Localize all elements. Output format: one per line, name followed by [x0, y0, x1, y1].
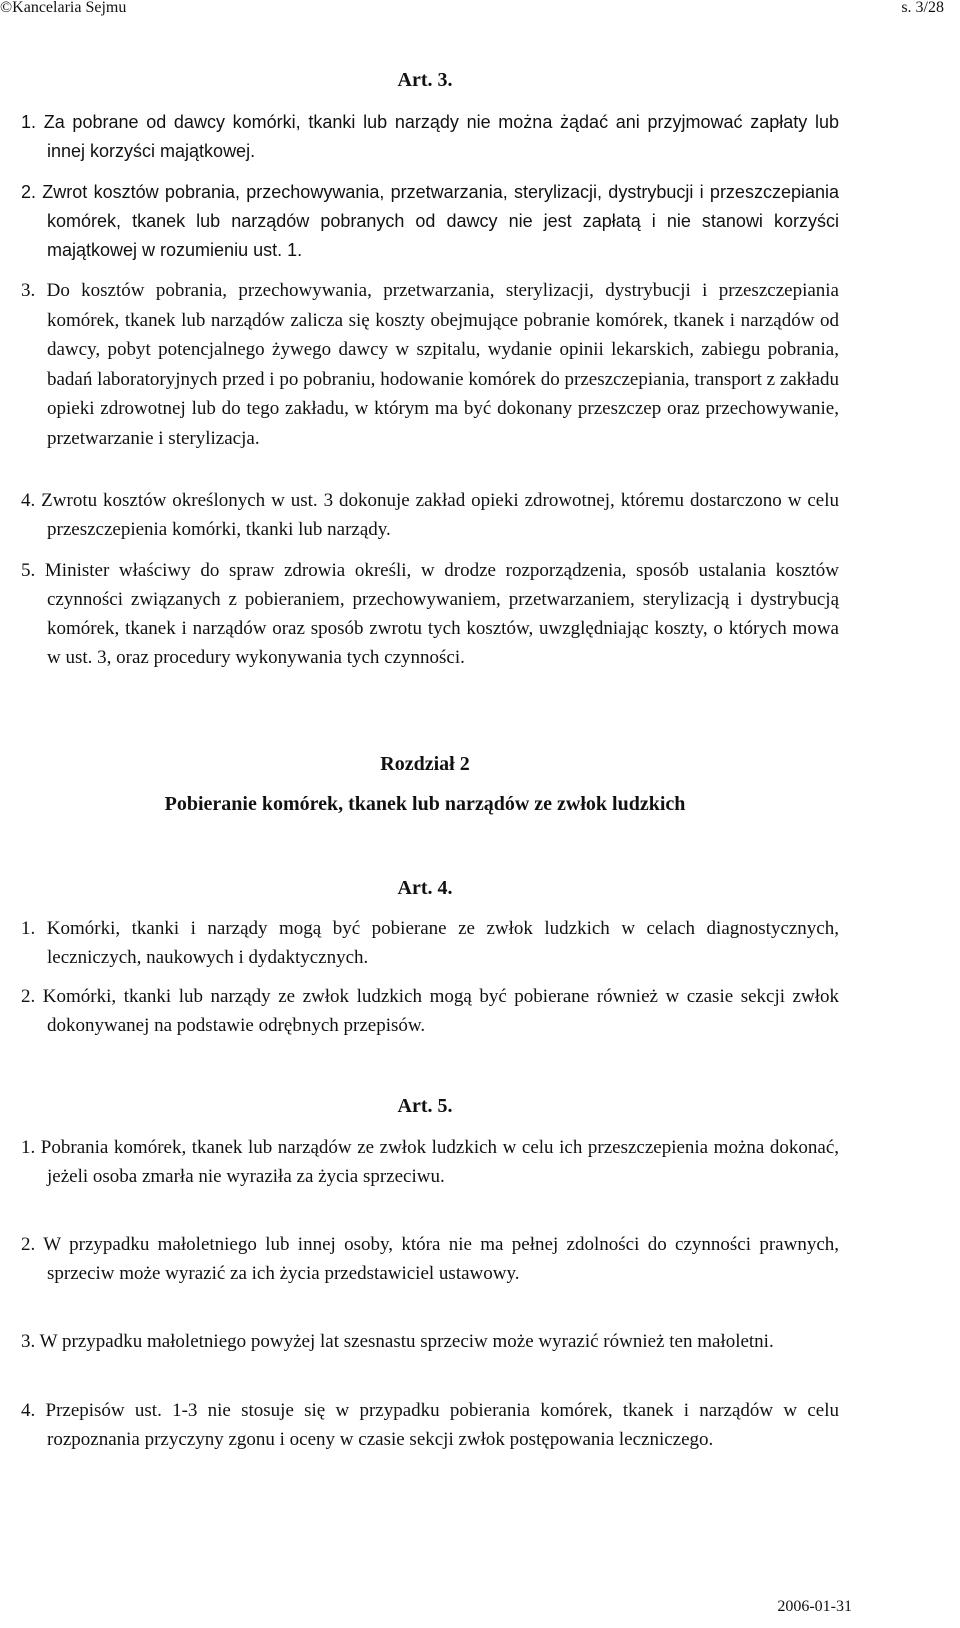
- chapter-title: Pobieranie komórek, tkanek lub narządów ze zwłok ludzkich: [164, 793, 686, 815]
- art3-paragraph-5: 5. Minister właściwy do spraw zdrowia określi, w drodze rozporządzenia, sposób ustalania kosztów czynności związanych z pobieraniem, przechowywaniem, przetwarzaniem, sterylizacją i dystrybucją komórek, tkanek i narządów oraz sposób zwrotu tych kosztów, uwzględniając koszty, o których mowa w ust. 3, oraz procedury wykonywania tych czynności.: [21, 560, 839, 668]
- art4-paragraph-1: 1. Komórki, tkanki i narządy mogą być pobierane ze zwłok ludzkich w celach diagnostycznych, leczniczych, naukowych i dydaktycznych.: [21, 918, 839, 968]
- art3-paragraph-2: 2. Zwrot kosztów pobrania, przechowywania, przetwarzania, sterylizacji, dystrybucji i przeszczepiania komórek, tkanek lub narządów pobranych od dawcy nie jest zapłatą i nie stanowi korzyści majątkowej w rozumieniu ust. 1.: [21, 182, 839, 260]
- chapter-number: Rozdział 2: [380, 753, 470, 775]
- art3-paragraph-1: 1. Za pobrane od dawcy komórki, tkanki lub narządy nie można żądać ani przyjmować zapłaty lub innej korzyści majątkowej.: [21, 112, 839, 161]
- header-copyright: ©Kancelaria Sejmu: [0, 0, 127, 16]
- art3-paragraph-3: 3. Do kosztów pobrania, przechowywania, przetwarzania, sterylizacji, dystrybucji i przeszczepiania komórek, tkanek lub narządów zalicza się koszty obejmujące pobranie komórek, tkanek i narządów od dawcy, pobyt potencjalnego żywego dawcy w szpitalu, wydanie opinii lekarskich, zabiegu pobrania, badań laboratoryjnych przed i po pobraniu, hodowanie komórek do przeszczepiania, transport z zakładu opieki zdrowotnej lub do tego zakładu, w którym ma być dokonany przeszczep oraz przechowywanie, przetwarzanie i sterylizacja.: [21, 280, 839, 449]
- art5-paragraph-2: 2. W przypadku małoletniego lub innej osoby, która nie ma pełnej zdolności do czynności prawnych, sprzeciw może wyrazić za ich życia przedstawiciel ustawowy.: [21, 1234, 839, 1284]
- page-header: [0, 0, 960, 20]
- art3-paragraph-4: 4. Zwrotu kosztów określonych w ust. 3 dokonuje zakład opieki zdrowotnej, któremu dostarczono w celu przeszczepienia komórki, tkanki lub narządy.: [21, 490, 839, 540]
- art3-title: Art. 3.: [397, 69, 453, 91]
- header-page-number: s. 3/28: [901, 0, 944, 16]
- footer-date: 2006-01-31: [777, 1598, 852, 1615]
- art5-paragraph-1: 1. Pobrania komórek, tkanek lub narządów ze zwłok ludzkich w celu ich przeszczepienia można dokonać, jeżeli osoba zmarła nie wyraziła za życia sprzeciwu.: [21, 1137, 839, 1187]
- art5-title: Art. 5.: [397, 1095, 453, 1117]
- art4-paragraph-2: 2. Komórki, tkanki lub narządy ze zwłok ludzkich mogą być pobierane również w czasie sekcji zwłok dokonywanej na podstawie odrębnych przepisów.: [21, 986, 839, 1036]
- art4-title: Art. 4.: [397, 877, 453, 899]
- art5-paragraph-3: 3. W przypadku małoletniego powyżej lat szesnastu sprzeciw może wyrazić również ten małoletni.: [21, 1331, 774, 1352]
- art5-paragraph-4: 4. Przepisów ust. 1-3 nie stosuje się w przypadku pobierania komórek, tkanek i narządów w celu rozpoznania przyczyny zgonu i oceny w czasie sekcji zwłok postępowania leczniczego.: [21, 1400, 839, 1450]
